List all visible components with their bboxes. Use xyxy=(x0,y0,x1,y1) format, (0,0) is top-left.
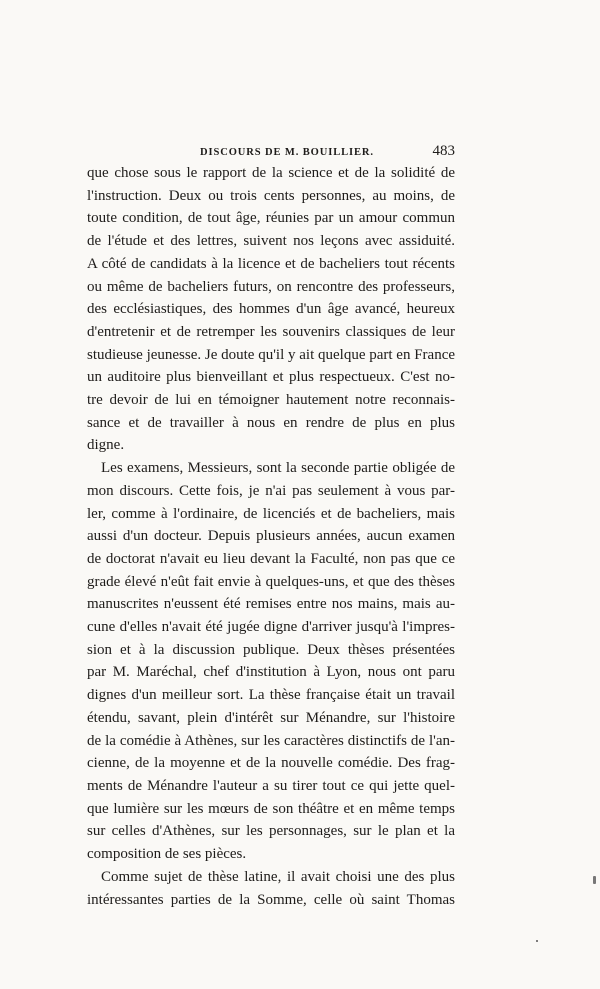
page-number: 483 xyxy=(432,143,455,159)
text-line: toute condition, de tout âge, réunies par un amour commun xyxy=(87,210,455,227)
text-line: dignes d'un meilleur sort. La thèse française était un travail xyxy=(87,687,455,704)
text-line: digne. xyxy=(87,437,125,454)
text-line: par M. Maréchal, chef d'institution à Lyon, nous ont paru xyxy=(87,664,455,681)
text-line: un auditoire plus bienveillant et plus respectueux. C'est no- xyxy=(87,369,455,386)
text-line: grade élevé n'eût fait envie à quelques-uns, et que des thèses xyxy=(87,573,455,590)
text-line: que lumière sur les mœurs de son théâtre et en même temps xyxy=(87,800,455,817)
text-line: cune d'elles n'avait été jugée digne d'arriver jusqu'à l'impres- xyxy=(87,619,455,636)
text-line: d'entretenir et de retremper les souvenirs classiques de leur xyxy=(87,323,455,340)
body-text xyxy=(87,162,455,911)
paper-speck xyxy=(593,876,596,884)
text-line: intéressantes parties de la Somme, celle où saint Thomas xyxy=(87,891,455,908)
text-line: ments de Ménandre l'auteur a su tirer tout ce qui jette quel- xyxy=(87,777,455,794)
text-line: de la comédie à Athènes, sur les caractères distinctifs de l'an- xyxy=(87,732,455,749)
text-line: mon discours. Cette fois, je n'ai pas seulement à vous par- xyxy=(87,482,455,499)
text-line: manuscrites n'eussent été remises entre nos mains, mais au- xyxy=(87,596,455,613)
text-line: composition de ses pièces. xyxy=(87,846,247,863)
text-line: tre devoir de lui en témoigner hautement notre reconnais- xyxy=(87,392,455,409)
text-line: ou même de bacheliers futurs, on rencontre des professeurs, xyxy=(87,278,455,295)
paper-speck xyxy=(536,940,538,942)
text-line: sance et de travailler à nous en rendre de plus en plus xyxy=(87,414,455,431)
text-line: cienne, de la moyenne et de la nouvelle comédie. Des frag- xyxy=(87,755,455,772)
text-line: de doctorat n'avait eu lieu devant la Faculté, non pas que ce xyxy=(87,550,455,567)
text-line: étendu, savant, plein d'intérêt sur Ménandre, sur l'histoire xyxy=(87,709,455,726)
text-line: ler, comme à l'ordinaire, de licenciés et de bacheliers, mais xyxy=(87,505,455,522)
text-line: Les examens, Messieurs, sont la seconde partie obligée de xyxy=(101,460,455,477)
text-line: A côté de candidats à la licence et de bacheliers tout récents xyxy=(87,255,455,272)
text-line: que chose sous le rapport de la science et de la solidité de xyxy=(87,165,455,181)
page-header xyxy=(200,143,455,163)
text-line: l'instruction. Deux ou trois cents personnes, au moins, de xyxy=(87,187,455,204)
text-line: de l'étude et des lettres, suivent nos leçons avec assiduité. xyxy=(87,233,455,250)
text-line: studieuse jeunesse. Je doute qu'il y ait quelque part en France xyxy=(87,346,456,363)
text-line: Comme sujet de thèse latine, il avait choisi une des plus xyxy=(101,868,455,885)
text-line: sur celles d'Athènes, sur les personnages, sur le plan et la xyxy=(87,823,455,840)
text-line: aussi d'un docteur. Depuis plusieurs années, aucun examen xyxy=(87,528,455,545)
running-title: DISCOURS DE M. BOUILLIER. xyxy=(200,147,374,158)
text-line: des ecclésiastiques, des hommes d'un âge avancé, heureux xyxy=(87,301,455,318)
text-line: sion et à la discussion publique. Deux thèses présentées xyxy=(87,641,455,658)
